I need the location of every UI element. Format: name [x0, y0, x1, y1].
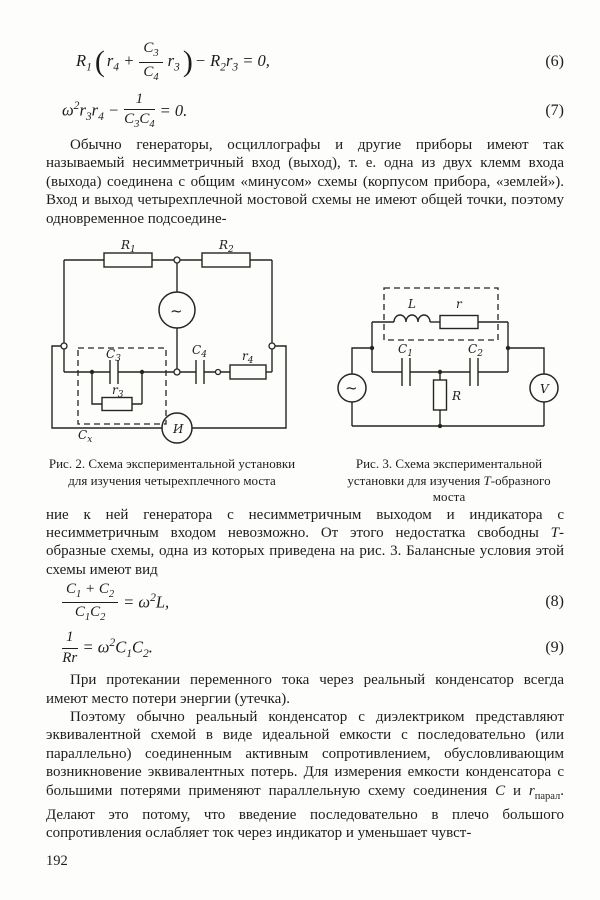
fig2-resistor-R2 — [202, 253, 250, 267]
eq6-inner-b: $r_3$ — [167, 50, 180, 74]
captions-row — [46, 456, 564, 506]
fig3-label-C1: $C_1$ — [398, 342, 413, 360]
fig2-capacitor-C4 — [196, 360, 204, 384]
eq6-fraction-denominator: $C_4$ — [143, 63, 159, 83]
fig3-voltmeter-label: V — [540, 382, 549, 397]
var-C: C — [495, 782, 506, 799]
italic-T: Т — [550, 524, 559, 541]
figure-2-circuit — [46, 240, 294, 444]
fig3-label-R: R — [452, 389, 462, 404]
fig2-label-Cx: $C_x$ — [78, 428, 93, 445]
eq9-fraction — [62, 629, 78, 667]
equation-8-formula — [62, 581, 174, 624]
figure-3-wrapper — [336, 276, 564, 444]
eq7-lhs: $\omega^2r_3r_4$ − — [62, 99, 120, 123]
eq7-fraction-numerator: 1 — [124, 91, 155, 110]
eq8-rhs: = $\omega^2L$, — [123, 591, 170, 612]
equation-9-formula — [62, 629, 158, 667]
fig2-indicator-label: И — [173, 422, 184, 437]
eq6-close-paren: ) — [182, 45, 193, 78]
fig2-resistor-r4 — [230, 365, 266, 379]
eq6-rhs: − $R_2r_3 = 0$, — [194, 50, 270, 74]
fig2-node-left — [61, 343, 67, 349]
fig3-resistor-r — [440, 316, 478, 329]
fig2-node-c4r4 — [216, 370, 221, 375]
fig2-label-R2: $R_2$ — [219, 240, 234, 256]
figure-3-caption-italic-T: Т — [483, 472, 491, 488]
eq7-fraction-denominator: $C_3C_4$ — [124, 111, 155, 131]
eq8-fraction — [62, 581, 118, 624]
fig3-resistor-R — [434, 380, 447, 410]
eq8-fraction-numerator: $C_1 + C_2$ — [62, 581, 118, 603]
fig3-label-C2: $C_2$ — [468, 342, 483, 360]
fig2-node-middle — [174, 369, 180, 375]
fig2-label-C3: $C_3$ — [106, 347, 121, 365]
figures-row — [46, 240, 564, 444]
equation-7-formula — [62, 91, 192, 131]
fig2-resistor-R1 — [104, 253, 152, 267]
equation-7-number: (7) — [545, 102, 564, 119]
eq9-fraction-numerator: 1 — [62, 629, 78, 648]
var-r-parallel-subscript: парал — [534, 790, 561, 802]
eq9-rhs: = $\omega^2C_1C_2$. — [82, 636, 153, 660]
var-r-parallel: r — [528, 782, 535, 799]
page-number: 192 — [46, 852, 68, 869]
paragraph-balance-conditions: ние к ней генератора с несимметричным выходом и индикатора с несимметричным входом невозможно. От этого недостатка свободны Т-образные схемы, одна из которых приведена на рис. 3. Балансные условия этой схемы имеют вид — [46, 506, 564, 578]
fig3-generator-tilde: ~ — [345, 379, 358, 398]
fig2-label-r3: $r_3$ — [112, 383, 124, 401]
fig3-capacitor-C1 — [402, 358, 410, 386]
fig2-node-right — [269, 343, 275, 349]
paragraph-losses: При протекании переменного тока через реальный конденсатор всегда имеют место потери энергии (утечка). — [46, 672, 564, 707]
eq6-fraction — [139, 40, 162, 83]
fig2-generator-tilde: ~ — [170, 302, 183, 321]
eq6-lhs: $R_1$ — [76, 50, 92, 74]
equation-9 — [46, 625, 564, 671]
eq8-fraction-denominator: $C_1C_2$ — [74, 603, 106, 623]
fig2-label-C4: $C_4$ — [192, 343, 207, 361]
equation-6-formula — [76, 40, 275, 83]
fig3-junction-right — [506, 346, 510, 350]
equation-6 — [46, 38, 564, 86]
eq6-open-paren: ( — [94, 45, 105, 78]
eq6-fraction-numerator: $C_3$ — [139, 40, 162, 62]
equation-8 — [46, 579, 564, 625]
eq9-fraction-denominator: Rr — [62, 649, 78, 666]
fig3-dashed-lr-box — [384, 288, 498, 340]
equation-7 — [46, 86, 564, 136]
fig2-dashed-cx-box — [78, 348, 166, 424]
fig2-label-r4: $r_4$ — [242, 349, 254, 367]
eq6-inner-a: $r_4$ + — [106, 50, 135, 74]
fig2-label-R1: $R_1$ — [121, 240, 136, 256]
fig3-junction-left — [370, 346, 374, 350]
paragraph-intro: Обычно генераторы, осциллографы и другие приборы имеют так называемый несимметричный вход (выход), т. е. одна из двух клемм входа (выхода) соединена с общим «минусом» схемы (корпусом прибора, «землей»). Вход и выход четырехплечной мостовой схемы не имеют общей точки, поэтому одновременное подсоедине- — [46, 137, 564, 227]
figure-3-circuit — [336, 276, 564, 438]
equation-9-number: (9) — [545, 639, 564, 657]
paragraph-equivalent-scheme: Поэтому обычно реальный конденсатор с диэлектриком представляют эквивалентной схемой в виде идеальной емкости с последовательно (или параллельно) соединенным активным сопротивлением, обусловливающим возникновение эквивалентных потерь. Для измерения емкости конденсатора с большими потерями применяют параллельную схему соединения C и $r_{парал}$. Делают это потому, что введение последовательно в плечо большого сопротивления ослабляет ток через индикатор и уменьшает чувст- — [46, 708, 564, 842]
fig3-inductor-L — [394, 315, 430, 322]
fig3-capacitor-C2 — [470, 358, 478, 386]
fig3-label-r: r — [456, 297, 462, 312]
eq7-rhs: = 0. — [159, 101, 188, 120]
figure-3-caption: Рис. 3. Схема экспериментальной установки для изучения Т-образного моста — [347, 456, 551, 505]
fig2-node-top — [174, 257, 180, 263]
figure-2-caption: Рис. 2. Схема экспериментальной установки для изучения четырехплечного моста — [48, 456, 296, 488]
equation-6-number: (6) — [545, 53, 564, 70]
fig3-label-L: L — [408, 297, 416, 312]
eq7-fraction — [124, 91, 155, 131]
equation-8-number: (8) — [545, 593, 564, 611]
